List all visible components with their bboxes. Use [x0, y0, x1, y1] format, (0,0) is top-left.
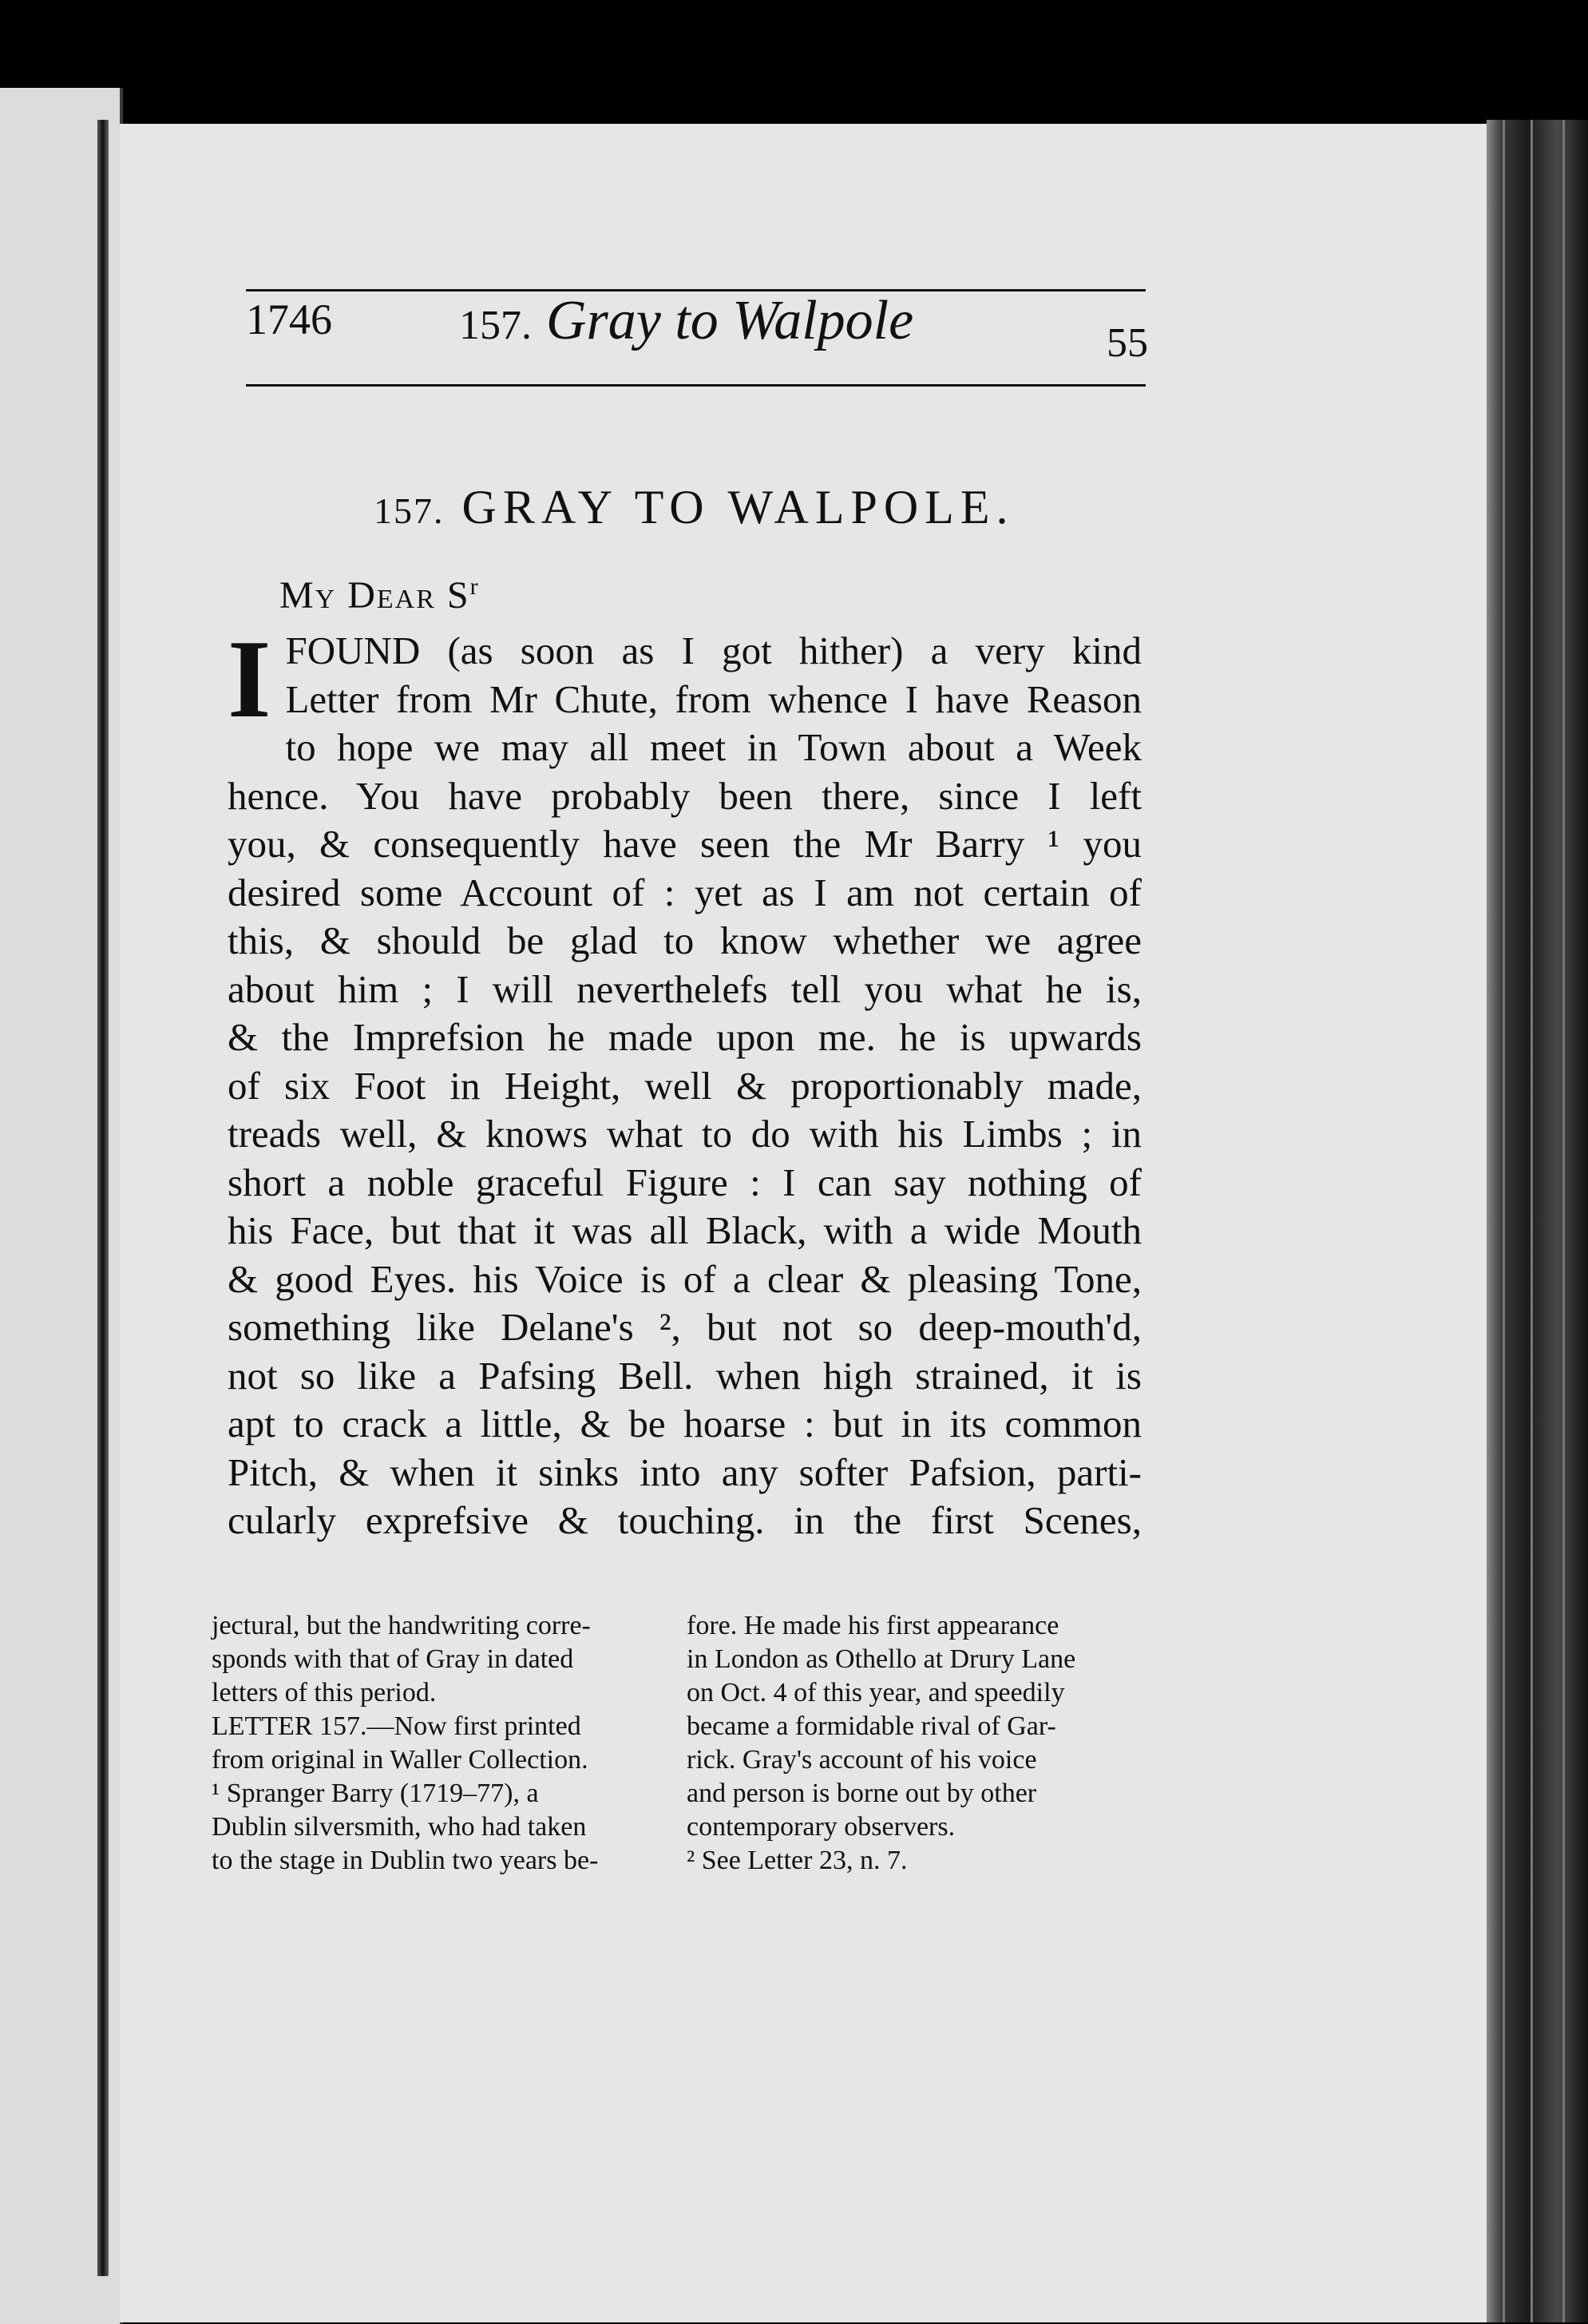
page-number: 55: [1107, 320, 1148, 366]
footnote-line: ¹ Spranger Barry (1719–77), a: [212, 1779, 539, 1808]
letter-title: GRAY TO WALPOLE.: [461, 481, 1015, 533]
drop-cap: I: [228, 617, 271, 741]
salutation: My Dear $S^r$: [279, 573, 480, 617]
letter-line: & the Imprefsion he made upon me. he is upwards: [228, 1015, 1142, 1059]
facing-page-edge: [0, 88, 123, 2324]
footnote-line: sponds with that of Gray in dated: [212, 1644, 574, 1674]
footnote-line: letters of this period.: [212, 1678, 437, 1707]
letter-line: FOUND (as soon as I got hither) a very kind: [285, 629, 1142, 672]
running-head-year: 1746: [246, 295, 332, 343]
letter-line: Pitch, & when it sinks into any softer Pafsion, parti-: [228, 1450, 1142, 1494]
letter-line: cularly exprefsive & touching. in the first Scenes,: [228, 1498, 1142, 1542]
footnote-line: on Oct. 4 of this year, and speedily: [687, 1678, 1065, 1707]
running-head-title: [459, 289, 913, 358]
letter-heading: [374, 479, 1014, 539]
letter-line: you, & consequently have seen the Mr Barry ¹ you: [228, 822, 1142, 866]
footnote-line: to the stage in Dublin two years be-: [212, 1846, 599, 1875]
running-head-number: 157.: [459, 303, 532, 348]
letter-line: & good Eyes. his Voice is of a clear & pleasing Tone,: [228, 1256, 1142, 1301]
book-gutter: [97, 120, 109, 2276]
book-fore-edge: [1487, 120, 1588, 2322]
letter-line: apt to crack a little, & be hoarse : but in its common: [228, 1402, 1142, 1446]
header-rule-bottom: [246, 384, 1146, 387]
footnote-line: jectural, but the handwriting corre-: [212, 1611, 591, 1640]
letter-line: treads well, & knows what to do with his Limbs ; in: [228, 1112, 1142, 1156]
footnote-line: Dublin silversmith, who had taken: [212, 1812, 587, 1842]
letter-line: to hope we may all meet in Town about a Week: [285, 725, 1142, 769]
footnote-line: ² See Letter 23, n. 7.: [687, 1846, 908, 1875]
footnote-line: became a formidable rival of Gar-: [687, 1711, 1056, 1741]
running-head-text: Gray to Walpole: [546, 290, 914, 351]
letter-line: this, & should be glad to know whether we agree: [228, 918, 1142, 962]
footnotes-left-column: [212, 1609, 647, 1878]
footnote-line: contemporary observers.: [687, 1812, 956, 1842]
letter-line: something like Delane's ², but not so deep-mouth'd,: [228, 1305, 1142, 1349]
footnote-line: from original in Waller Collection.: [212, 1745, 588, 1775]
footnotes-right-column: [687, 1609, 1130, 1878]
footnote-line: in London as Othello at Drury Lane: [687, 1644, 1076, 1674]
letter-line: of six Foot in Height, well & proportionably made,: [228, 1063, 1142, 1108]
letter-line: hence. You have probably been there, since I left: [228, 773, 1142, 818]
letter-body: [228, 617, 1142, 1545]
letter-line: desired some Account of : yet as I am not certain of: [228, 870, 1142, 914]
footnote-line: and person is borne out by other: [687, 1779, 1037, 1808]
letter-line: not so like a Pafsing Bell. when high strained, it is: [228, 1353, 1142, 1398]
letter-line: about him ; I will neverthelefs tell you what he is,: [228, 966, 1142, 1011]
footnote-line: rick. Gray's account of his voice: [687, 1745, 1037, 1775]
footnote-line: fore. He made his first appearance: [687, 1611, 1059, 1640]
letter-line: Letter from Mr Chute, from whence I have Reason: [285, 676, 1142, 721]
letter-number: 157.: [374, 490, 445, 531]
letter-line: short a noble graceful Figure : I can say nothing of: [228, 1160, 1142, 1204]
footnote-line: LETTER 157.—Now first printed: [212, 1711, 581, 1741]
letter-line: his Face, but that it was all Black, with a wide Mouth: [228, 1208, 1142, 1252]
